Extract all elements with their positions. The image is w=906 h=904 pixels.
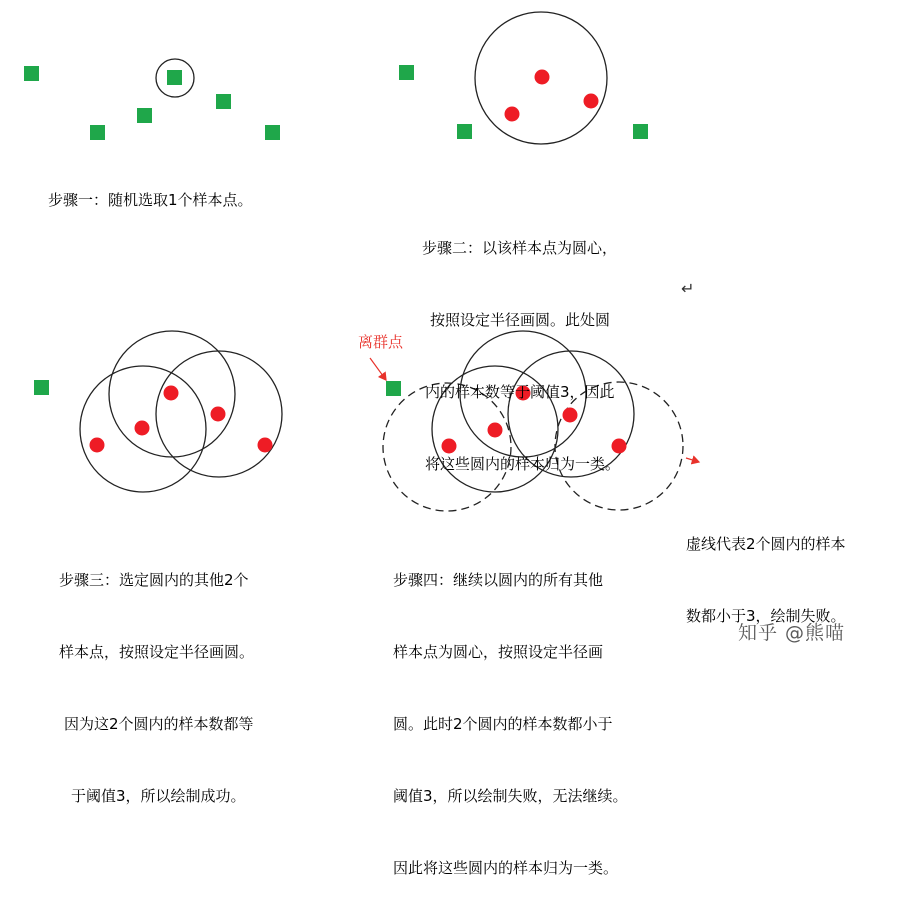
step2-green-point <box>399 65 414 80</box>
step1-panel <box>24 59 280 140</box>
dashed-note-line: 数都小于3，绘制失败。 <box>686 607 846 625</box>
step3-red-point <box>258 438 273 453</box>
step2-red-point <box>584 94 599 109</box>
step1-green-point <box>90 125 105 140</box>
step2-panel <box>399 12 648 144</box>
step3-caption-line: 样本点，按照设定半径画圆。 <box>59 643 255 661</box>
step4-caption-line: 因此将这些圆内的样本归为一类。 <box>393 859 619 877</box>
step2-caption-line: 内的样本数等于阈值3，因此 <box>425 383 615 401</box>
step3-green-point <box>34 380 49 395</box>
step4-caption-line: 阈值3，所以绘制失败，无法继续。 <box>393 787 628 805</box>
step2-caption-line: 步骤二：以该样本点为圆心， <box>422 239 618 257</box>
step4-caption-line: 步骤四：继续以圆内的所有其他 <box>393 571 604 589</box>
step4-caption <box>393 520 628 904</box>
step3-panel <box>34 331 282 492</box>
step3-caption-line: 因为这2个圆内的样本数都等 <box>64 715 254 733</box>
step3-caption <box>59 520 254 832</box>
paragraph-mark-icon: ↵ <box>681 279 695 298</box>
step2-caption <box>422 188 620 500</box>
step2-green-point <box>457 124 472 139</box>
step2-caption-line: 将这些圆内的样本归为一类。 <box>425 455 621 473</box>
step3-red-point <box>90 438 105 453</box>
dashed-note-arrow <box>686 458 699 462</box>
step4-caption-line: 圆。此时2个圆内的样本数都小于 <box>393 715 613 733</box>
step3-red-point <box>135 421 150 436</box>
step1-green-point <box>24 66 39 81</box>
step1-green-point <box>137 108 152 123</box>
step3-caption-line: 步骤三：选定圆内的其他2个 <box>59 571 249 589</box>
step3-caption-line: 于阈值3，所以绘制成功。 <box>71 787 246 805</box>
step2-green-point <box>633 124 648 139</box>
step2-red-point <box>505 107 520 122</box>
step4-caption-line: 样本点为圆心，按照设定半径画 <box>393 643 604 661</box>
step1-green-point <box>265 125 280 140</box>
watermark: 知乎 @熊喵 <box>738 622 846 644</box>
step3-red-point <box>211 407 226 422</box>
step1-caption: 步骤一：随机选取1个样本点。 <box>48 191 253 209</box>
outlier-arrow <box>370 358 386 380</box>
outlier-label: 离群点 <box>358 333 404 351</box>
dashed-note-line: 虚线代表2个圆内的样本 <box>686 535 846 553</box>
step1-green-point-selected <box>167 70 182 85</box>
step1-green-point <box>216 94 231 109</box>
step3-red-point <box>164 386 179 401</box>
step2-caption-line: 按照设定半径画圆。此处圆 <box>430 311 611 329</box>
step2-red-point <box>535 70 550 85</box>
step4-outlier-green-point <box>386 381 401 396</box>
